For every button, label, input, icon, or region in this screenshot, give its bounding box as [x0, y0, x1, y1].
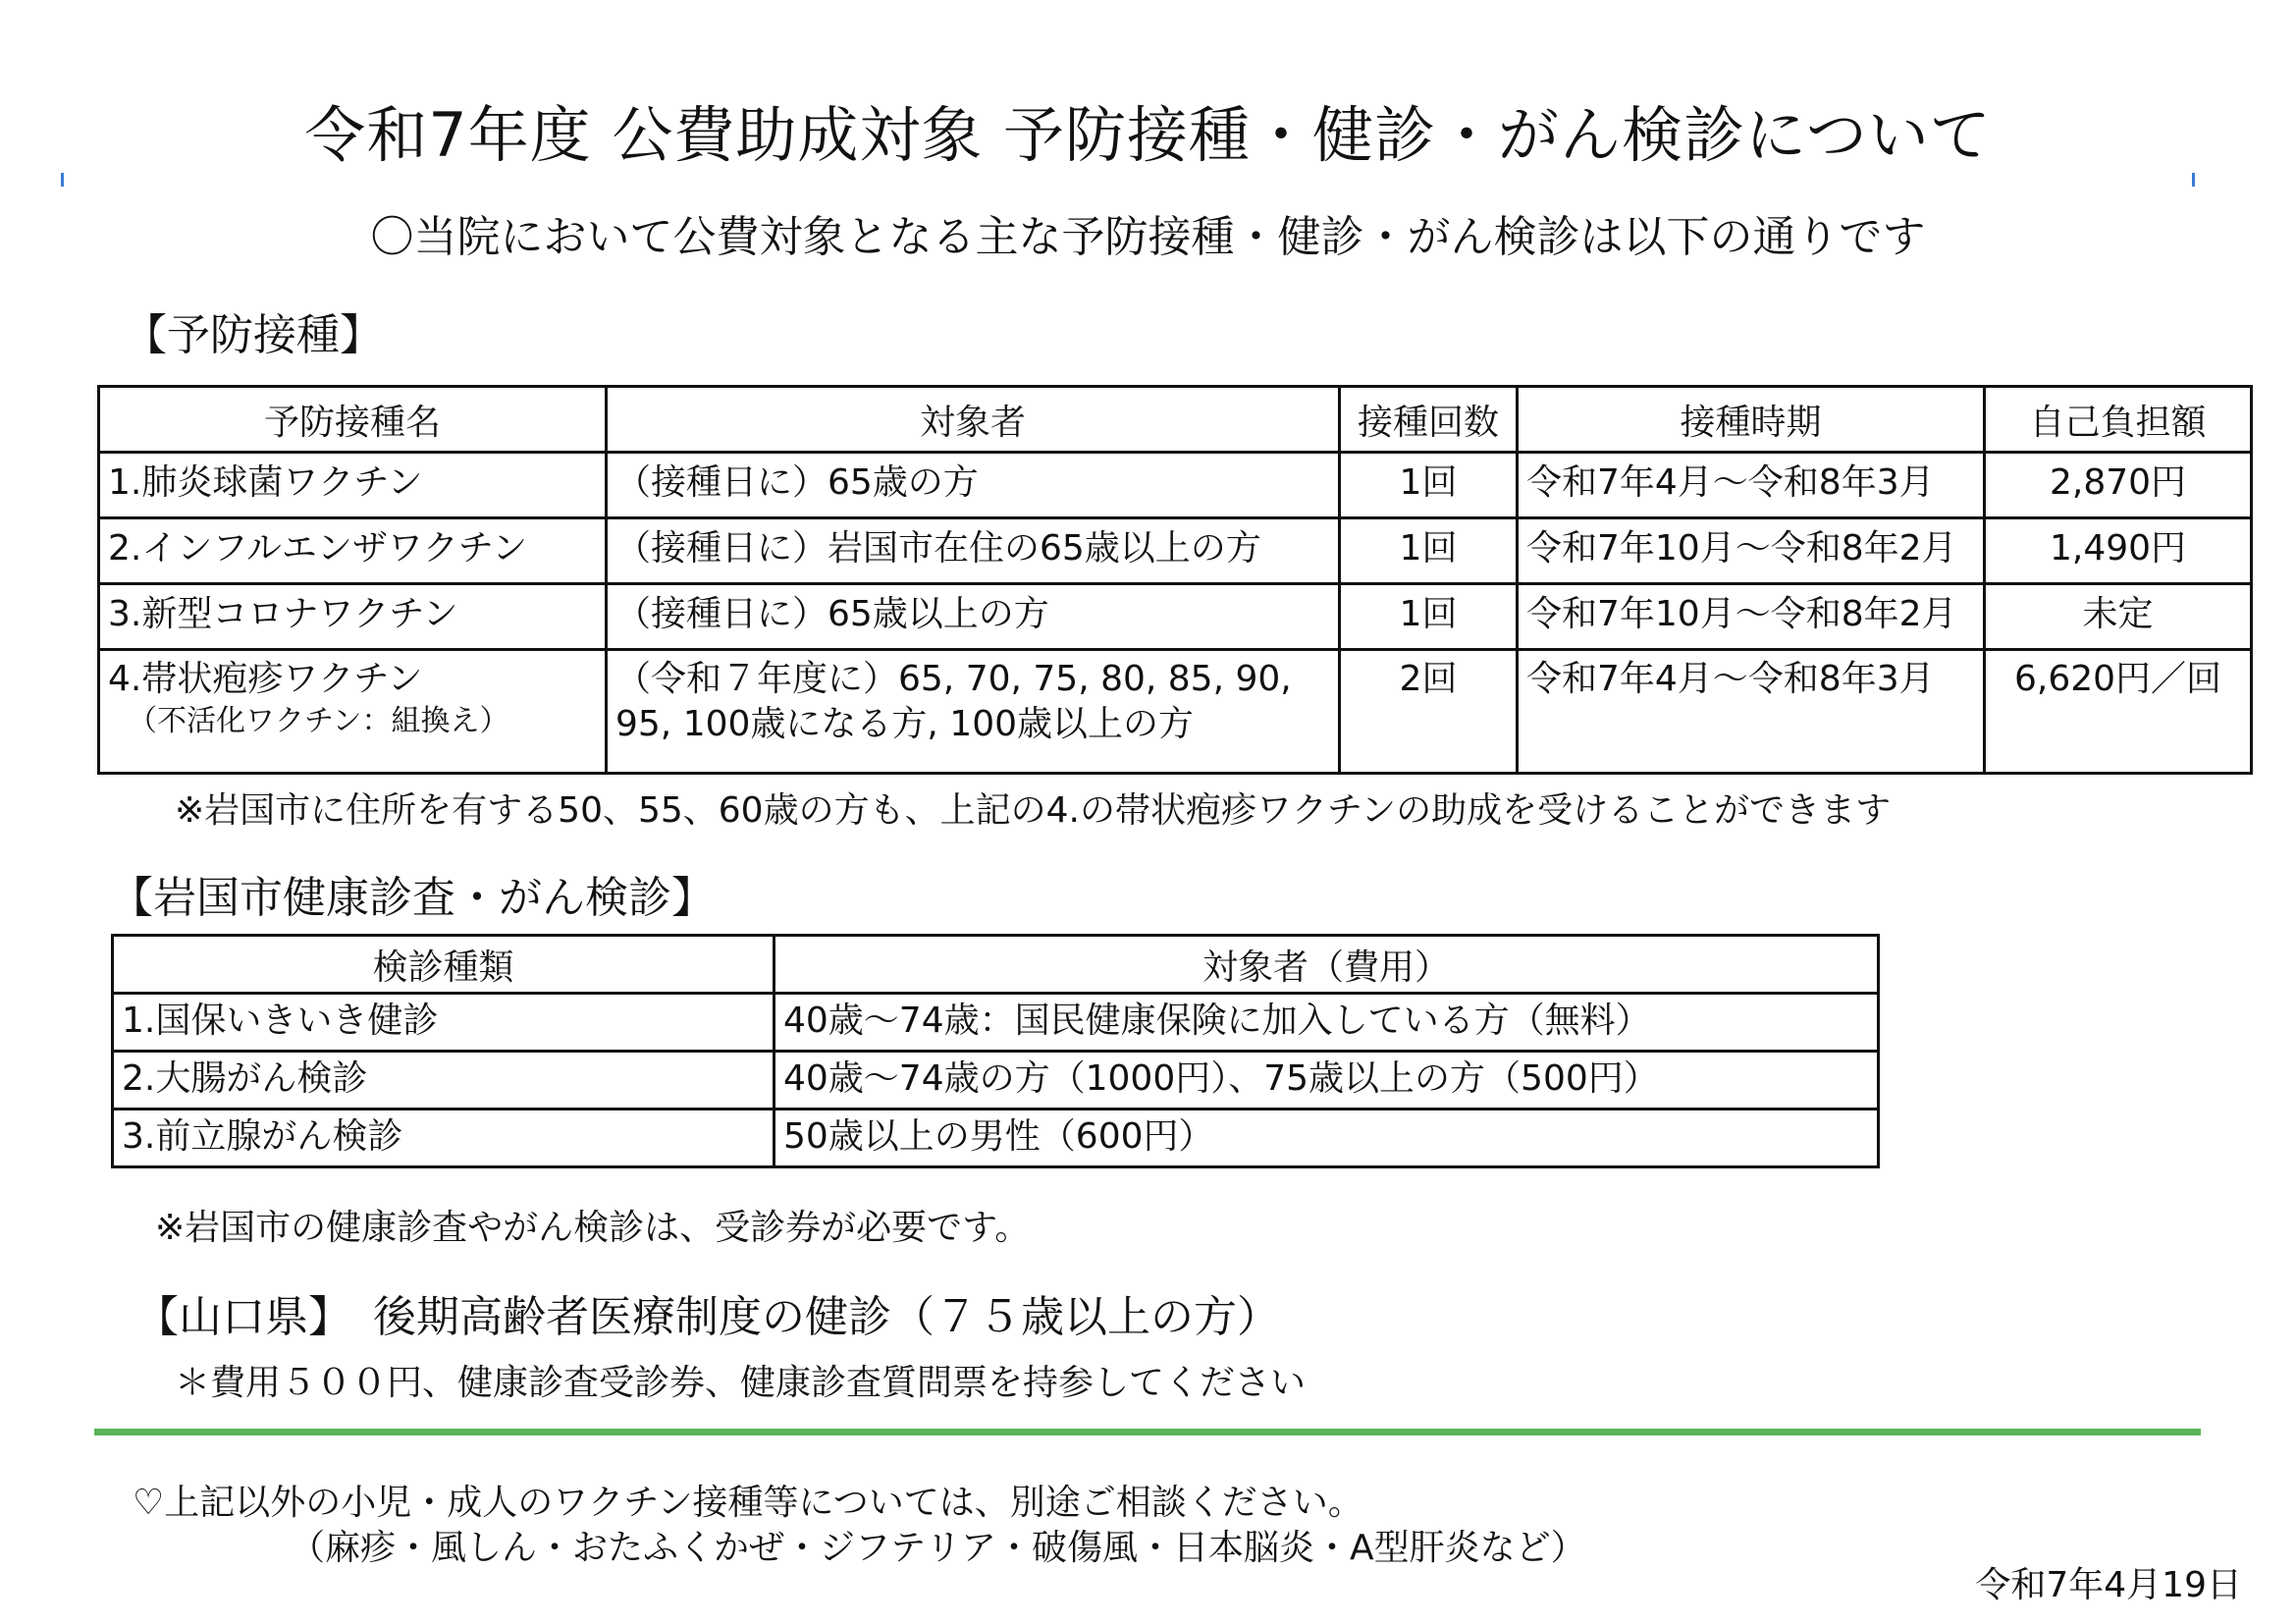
table-row — [99, 650, 2252, 774]
right-edge-mark — [2192, 173, 2195, 187]
vaccine-target: （接種日に）65歳の方 — [607, 453, 1340, 518]
document-date: 令和7年4月19日 — [1975, 1565, 2242, 1605]
page-title: 令和7年度 公費助成対象 予防接種・健診・がん検診について — [304, 99, 1992, 171]
table-row — [113, 1052, 1879, 1110]
vaccine-target: （接種日に）岩国市在住の65歳以上の方 — [607, 518, 1340, 584]
table-row — [113, 994, 1879, 1052]
vaccine-target-line2: 95, 100歳になる方, 100歳以上の方 — [615, 704, 1195, 744]
footer-line-2: （麻疹・風しん・おたふくかぜ・ジフテリア・破傷風・日本脳炎・A型肝炎など） — [290, 1528, 1586, 1568]
header-doses: 接種回数 — [1340, 387, 1518, 453]
vaccine-target-cell — [607, 650, 1340, 774]
header-vaccine-name: 予防接種名 — [99, 387, 607, 453]
checkup-type: 1.国保いきいき健診 — [113, 994, 774, 1052]
vaccine-doses: 2回 — [1340, 650, 1518, 774]
intro-text: 〇当院において公費対象となる主な予防接種・健診・がん検診は以下の通りです — [370, 212, 1926, 262]
vaccine-name: 2.インフルエンザワクチン — [99, 518, 607, 584]
divider-rule — [94, 1429, 2201, 1435]
header-checkup-target: 対象者（費用） — [774, 936, 1879, 994]
checkup-note: ※岩国市の健康診査やがん検診は、受診券が必要です。 — [155, 1208, 1031, 1248]
left-edge-mark — [61, 173, 64, 187]
table-row — [99, 584, 2252, 650]
checkup-target: 50歳以上の男性（600円） — [774, 1110, 1879, 1167]
footer-line-1: ♡上記以外の小児・成人のワクチン接種等については、別途ご相談ください。 — [133, 1483, 1363, 1523]
checkup-type: 2.大腸がん検診 — [113, 1052, 774, 1110]
yamaguchi-note: ＊費用５００円、健康診査受診券、健康診査質問票を持参してください — [175, 1363, 1307, 1403]
vaccine-name: 1.肺炎球菌ワクチン — [99, 453, 607, 518]
table-row — [99, 518, 2252, 584]
checkup-type: 3.前立腺がん検診 — [113, 1110, 774, 1167]
checkup-heading: 【岩国市健康診査・がん検診】 — [110, 873, 715, 923]
vaccine-doses: 1回 — [1340, 518, 1518, 584]
table-row — [113, 1110, 1879, 1167]
vaccine-target: （令和７年度に）65, 70, 75, 80, 85, 90, — [615, 659, 1292, 699]
vaccine-period: 令和7年4月～令和8年3月 — [1518, 453, 1985, 518]
vaccine-name-cell — [99, 650, 607, 774]
vaccination-table — [97, 385, 2253, 775]
table-row — [99, 453, 2252, 518]
vaccine-cost: 2,870円 — [1985, 453, 2252, 518]
table-header-row — [113, 936, 1879, 994]
table-header-row — [99, 387, 2252, 453]
vaccine-target: （接種日に）65歳以上の方 — [607, 584, 1340, 650]
vaccine-cost: 6,620円／回 — [1985, 650, 2252, 774]
vaccine-subname: （不活化ワクチン：組換え） — [128, 704, 509, 738]
header-cost: 自己負担額 — [1985, 387, 2252, 453]
checkup-target: 40歳～74歳の方（1000円）、75歳以上の方（500円） — [774, 1052, 1879, 1110]
vaccine-period: 令和7年10月～令和8年2月 — [1518, 518, 1985, 584]
vaccine-period: 令和7年10月～令和8年2月 — [1518, 584, 1985, 650]
vaccine-cost: 1,490円 — [1985, 518, 2252, 584]
vaccine-name: 4.帯状疱疹ワクチン — [108, 659, 423, 699]
yamaguchi-heading: 【山口県】 後期高齢者医療制度の健診（７５歳以上の方） — [135, 1292, 1280, 1342]
checkup-table — [111, 934, 1880, 1168]
vaccination-note: ※岩国市に住所を有する50、55、60歳の方も、上記の4.の帯状疱疹ワクチンの助成を受けることができます — [175, 790, 1892, 831]
header-target: 対象者 — [607, 387, 1340, 453]
vaccine-name: 3.新型コロナワクチン — [99, 584, 607, 650]
vaccine-cost: 未定 — [1985, 584, 2252, 650]
header-checkup-type: 検診種類 — [113, 936, 774, 994]
vaccination-heading: 【予防接種】 — [124, 310, 383, 360]
vaccine-doses: 1回 — [1340, 584, 1518, 650]
checkup-target: 40歳～74歳：国民健康保険に加入している方（無料） — [774, 994, 1879, 1052]
vaccine-period: 令和7年4月～令和8年3月 — [1518, 650, 1985, 774]
vaccine-doses: 1回 — [1340, 453, 1518, 518]
header-period: 接種時期 — [1518, 387, 1985, 453]
